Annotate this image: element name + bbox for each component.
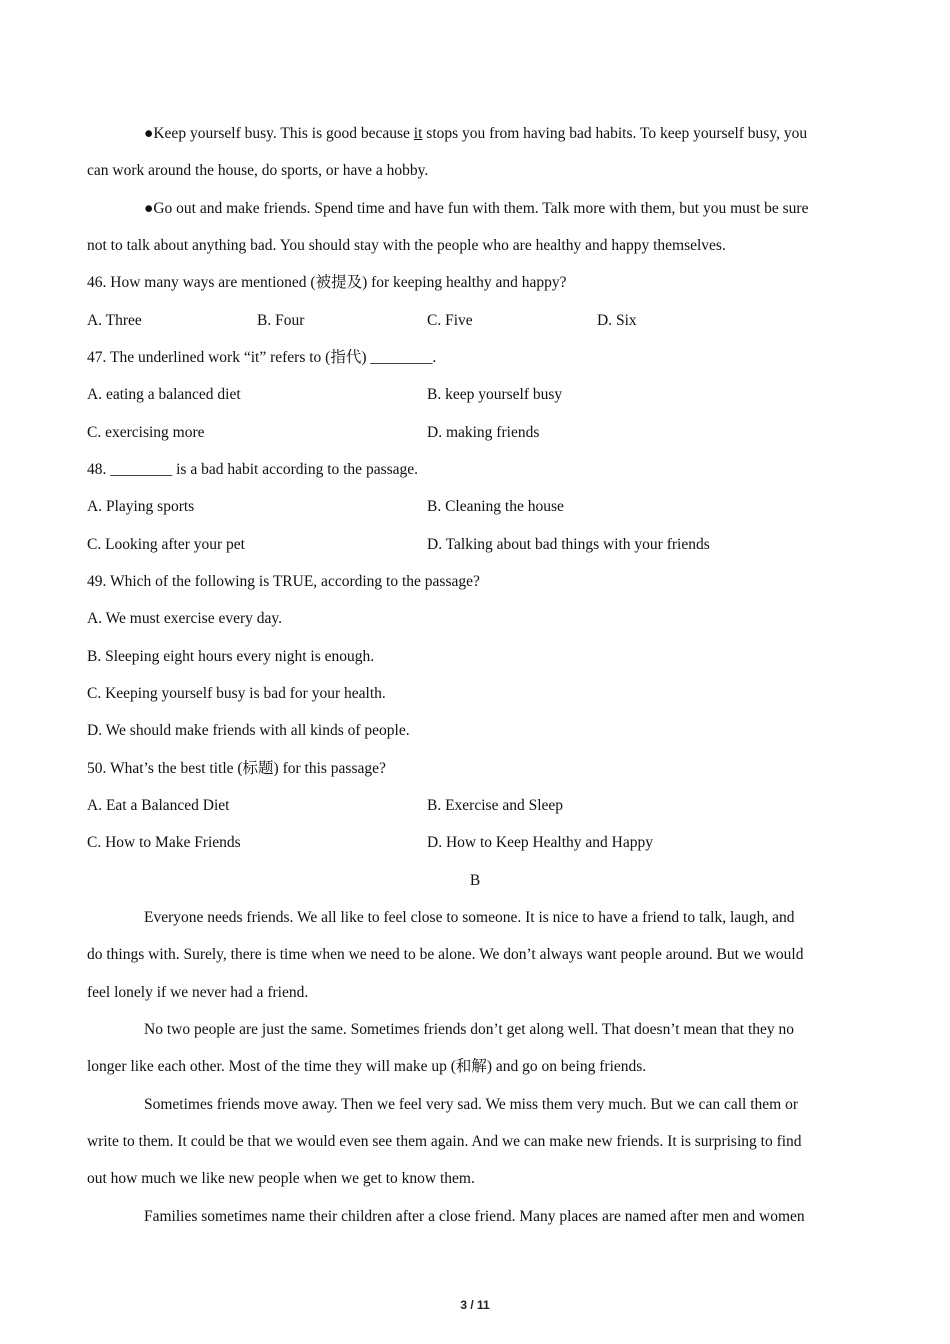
question-49-stem: 49. Which of the following is TRUE, according to the passage? xyxy=(87,573,480,590)
page-number: 3 / 11 xyxy=(460,1298,490,1312)
section-b-paragraph-3-line-3: out how much we like new people when we get to know them. xyxy=(87,1170,475,1187)
question-46-option-c: C. Five xyxy=(427,312,473,329)
bullet-keep-busy-line2: can work around the house, do sports, or have a hobby. xyxy=(87,162,429,179)
section-b-paragraph-1-line-2: do things with. Surely, there is time when we need to be alone. We don’t always want people around. But we would xyxy=(87,946,804,963)
section-b-paragraph-3-line-2: write to them. It could be that we would even see them again. And we can make new friends. It is surprising to find xyxy=(87,1133,802,1150)
question-48-option-d: D. Talking about bad things with your friends xyxy=(427,536,710,553)
section-b-paragraph-1-line-3: feel lonely if we never had a friend. xyxy=(87,984,309,1001)
question-47-option-c: C. exercising more xyxy=(87,424,205,441)
section-b-paragraph-2-line-1: No two people are just the same. Sometimes friends don’t get along well. That doesn’t mean that they no xyxy=(144,1021,795,1038)
question-50-option-b: B. Exercise and Sleep xyxy=(427,797,564,814)
question-46-stem: 46. How many ways are mentioned (被提及) for keeping healthy and happy? xyxy=(87,274,567,291)
question-46-option-a: A. Three xyxy=(87,312,142,329)
question-48-option-b: B. Cleaning the house xyxy=(427,498,564,515)
question-47-option-a: A. eating a balanced diet xyxy=(87,386,241,403)
section-b-paragraph-2-line-2: longer like each other. Most of the time they will make up (和解) and go on being friends. xyxy=(87,1058,647,1075)
bullet-keep-busy-line1: ●Keep yourself busy. This is good because it stops you from having bad habits. To keep yourself busy, you xyxy=(144,125,808,142)
question-47-option-d: D. making friends xyxy=(427,424,540,441)
question-49-option-d: D. We should make friends with all kinds of people. xyxy=(87,722,410,739)
section-b-paragraph-3-line-1: Sometimes friends move away. Then we feel very sad. We miss them very much. But we can call them or xyxy=(144,1096,799,1113)
section-b-paragraph-4-line-1: Families sometimes name their children after a close friend. Many places are named after men and women xyxy=(144,1208,805,1225)
question-50-option-c: C. How to Make Friends xyxy=(87,834,241,851)
question-49-option-a: A. We must exercise every day. xyxy=(87,610,283,627)
question-50-stem: 50. What’s the best title (标题) for this passage? xyxy=(87,760,386,777)
question-46-option-d: D. Six xyxy=(597,312,637,329)
section-b-heading: B xyxy=(469,872,481,889)
question-48-option-a: A. Playing sports xyxy=(87,498,195,515)
bullet-make-friends-line1: ●Go out and make friends. Spend time and have fun with them. Talk more with them, but you must be sure xyxy=(144,200,809,217)
question-50-option-a: A. Eat a Balanced Diet xyxy=(87,797,230,814)
question-47-stem: 47. The underlined work “it” refers to (指代) ________. xyxy=(87,349,437,366)
question-50-option-d: D. How to Keep Healthy and Happy xyxy=(427,834,653,851)
question-48-stem: 48. ________ is a bad habit according to the passage. xyxy=(87,461,419,478)
question-47-option-b: B. keep yourself busy xyxy=(427,386,563,403)
question-48-option-c: C. Looking after your pet xyxy=(87,536,245,553)
question-46-option-b: B. Four xyxy=(257,312,305,329)
question-49-option-b: B. Sleeping eight hours every night is enough. xyxy=(87,648,375,665)
question-49-option-c: C. Keeping yourself busy is bad for your health. xyxy=(87,685,386,702)
section-b-paragraph-1-line-1: Everyone needs friends. We all like to feel close to someone. It is nice to have a friend to talk, laugh, and xyxy=(144,909,795,926)
underlined-it: it xyxy=(413,125,423,142)
bullet-make-friends-line2: not to talk about anything bad. You should stay with the people who are healthy and happy themselves. xyxy=(87,237,726,254)
